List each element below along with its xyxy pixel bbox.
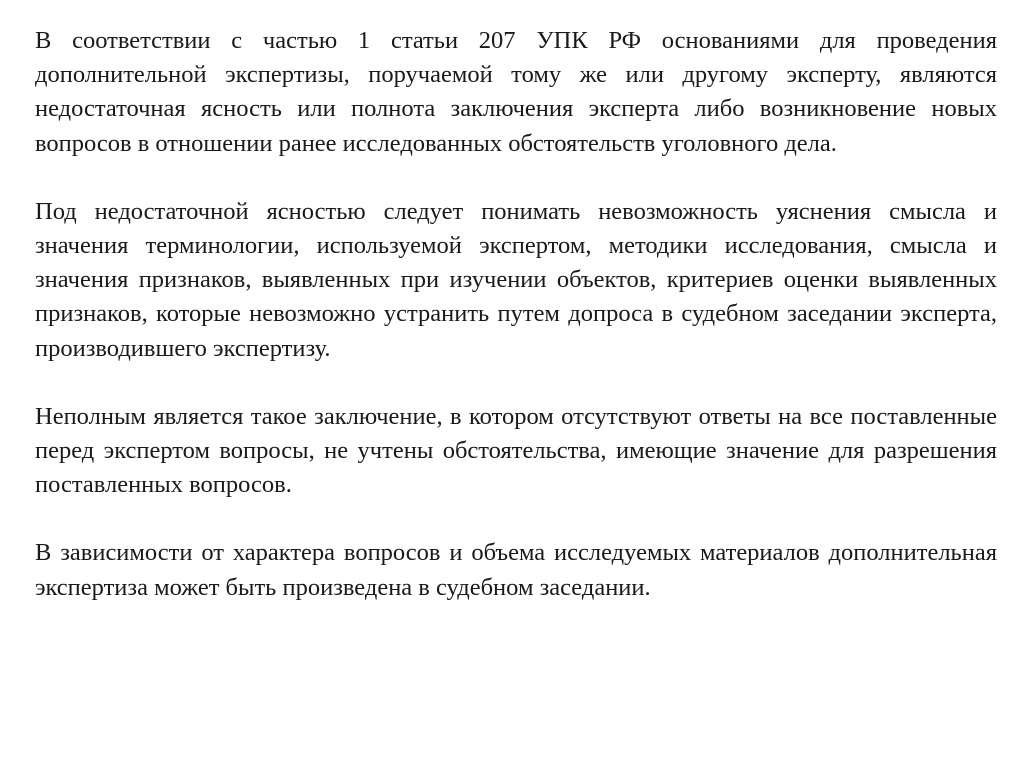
paragraph-incomplete-conclusion: Неполным является такое заключение, в котором отсутствуют ответы на все поставленные перед экспертом вопросы, не учтены обстоятельства, имеющие значение для разрешения поставленных вопросов. [35,402,997,499]
paragraph-court-session: В зависимости от характера вопросов и объема исследуемых материалов дополнительная экспертиза может быть произведена в судебном заседании. [35,539,997,601]
paragraph-grounds-for-additional-expertise: В соответствии с частью 1 статьи 207 УПК РФ основаниями для проведения дополнительной экспертизы, поручаемой тому же или другому эксперту, являются недостаточная ясность или полнота заключения эксперта либо возникновение новых вопросов в отношении ранее исследованных обстоятельств уголовного дела. [35,27,997,157]
paragraph-insufficient-clarity: Под недостаточной ясностью следует понимать невозможность уяснения смысла и значения терминологии, используемой экспертом, методики исследования, смысла и значения признаков, выявленных при изучении объектов, критериев оценки выявленных признаков, которые невозможно устранить путем допроса в судебном заседании эксперта, производившего экспертизу. [35,197,997,362]
